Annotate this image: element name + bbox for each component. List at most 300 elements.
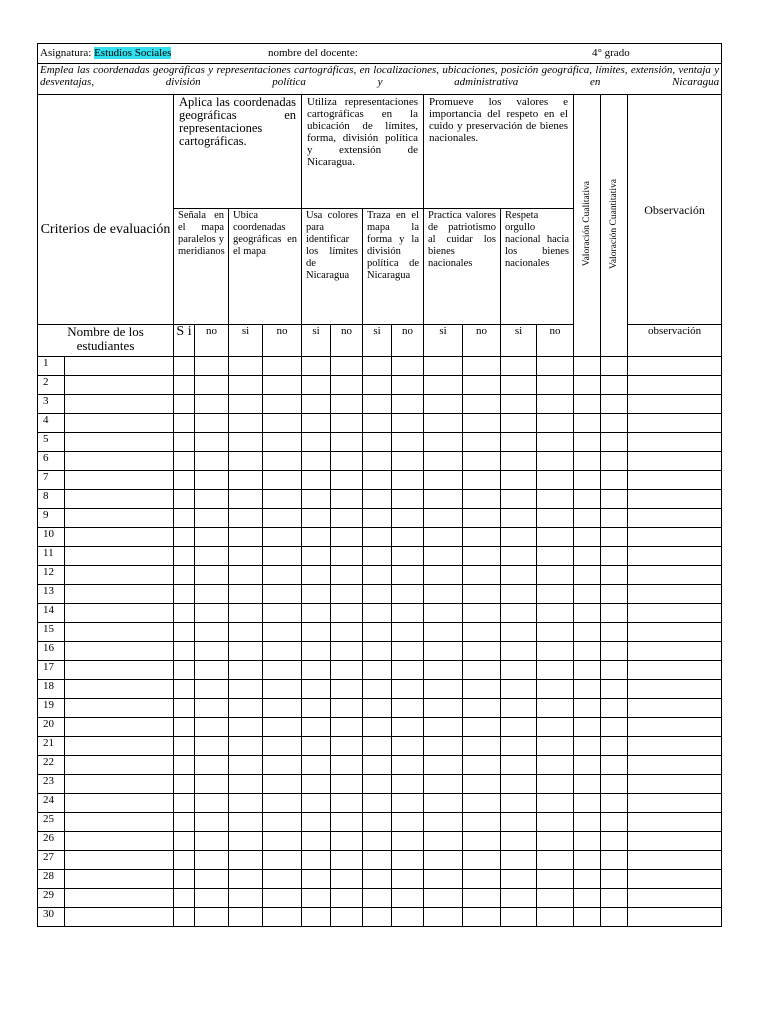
grade-cell[interactable] <box>302 699 331 718</box>
grade-cell[interactable] <box>195 452 229 471</box>
grade-cell[interactable] <box>501 661 537 680</box>
grade-cell[interactable] <box>501 395 537 414</box>
observacion-cell[interactable] <box>628 490 722 509</box>
grade-cell[interactable] <box>263 889 302 908</box>
grade-cell[interactable] <box>229 376 263 395</box>
grade-cell[interactable] <box>537 889 574 908</box>
grade-cell[interactable] <box>263 870 302 889</box>
grade-cell[interactable] <box>302 775 331 794</box>
student-name-cell[interactable] <box>65 775 174 794</box>
grade-cell[interactable] <box>601 509 628 528</box>
grade-cell[interactable] <box>463 908 501 927</box>
grade-cell[interactable] <box>195 433 229 452</box>
grade-cell[interactable] <box>501 585 537 604</box>
grade-cell[interactable] <box>574 452 601 471</box>
grade-cell[interactable] <box>392 490 424 509</box>
grade-cell[interactable] <box>601 395 628 414</box>
grade-cell[interactable] <box>601 908 628 927</box>
grade-cell[interactable] <box>392 775 424 794</box>
grade-cell[interactable] <box>174 414 195 433</box>
grade-cell[interactable] <box>501 433 537 452</box>
grade-cell[interactable] <box>424 566 463 585</box>
observacion-cell[interactable] <box>628 566 722 585</box>
grade-cell[interactable] <box>229 414 263 433</box>
grade-cell[interactable] <box>463 471 501 490</box>
grade-cell[interactable] <box>174 699 195 718</box>
grade-cell[interactable] <box>537 452 574 471</box>
grade-cell[interactable] <box>537 623 574 642</box>
grade-cell[interactable] <box>574 357 601 376</box>
grade-cell[interactable] <box>424 509 463 528</box>
grade-cell[interactable] <box>229 509 263 528</box>
grade-cell[interactable] <box>195 813 229 832</box>
grade-cell[interactable] <box>392 585 424 604</box>
grade-cell[interactable] <box>174 851 195 870</box>
grade-cell[interactable] <box>501 357 537 376</box>
grade-cell[interactable] <box>263 490 302 509</box>
grade-cell[interactable] <box>574 395 601 414</box>
grade-cell[interactable] <box>263 832 302 851</box>
observacion-cell[interactable] <box>628 604 722 623</box>
grade-cell[interactable] <box>574 528 601 547</box>
grade-cell[interactable] <box>302 870 331 889</box>
grade-cell[interactable] <box>302 585 331 604</box>
grade-cell[interactable] <box>501 490 537 509</box>
grade-cell[interactable] <box>331 680 363 699</box>
grade-cell[interactable] <box>501 680 537 699</box>
grade-cell[interactable] <box>424 813 463 832</box>
grade-cell[interactable] <box>331 794 363 813</box>
grade-cell[interactable] <box>229 490 263 509</box>
grade-cell[interactable] <box>424 851 463 870</box>
grade-cell[interactable] <box>537 794 574 813</box>
grade-cell[interactable] <box>463 737 501 756</box>
grade-cell[interactable] <box>174 870 195 889</box>
grade-cell[interactable] <box>537 433 574 452</box>
grade-cell[interactable] <box>363 661 392 680</box>
grade-cell[interactable] <box>229 623 263 642</box>
grade-cell[interactable] <box>392 471 424 490</box>
grade-cell[interactable] <box>363 452 392 471</box>
student-name-cell[interactable] <box>65 414 174 433</box>
grade-cell[interactable] <box>174 395 195 414</box>
grade-cell[interactable] <box>302 566 331 585</box>
grade-cell[interactable] <box>537 699 574 718</box>
grade-cell[interactable] <box>463 718 501 737</box>
grade-cell[interactable] <box>331 490 363 509</box>
grade-cell[interactable] <box>331 642 363 661</box>
grade-cell[interactable] <box>601 870 628 889</box>
grade-cell[interactable] <box>501 623 537 642</box>
grade-cell[interactable] <box>331 585 363 604</box>
grade-cell[interactable] <box>601 794 628 813</box>
grade-cell[interactable] <box>463 680 501 699</box>
grade-cell[interactable] <box>574 718 601 737</box>
grade-cell[interactable] <box>574 699 601 718</box>
grade-cell[interactable] <box>601 585 628 604</box>
grade-cell[interactable] <box>363 395 392 414</box>
grade-cell[interactable] <box>229 832 263 851</box>
grade-cell[interactable] <box>363 908 392 927</box>
grade-cell[interactable] <box>331 699 363 718</box>
grade-cell[interactable] <box>501 471 537 490</box>
grade-cell[interactable] <box>601 813 628 832</box>
grade-cell[interactable] <box>424 908 463 927</box>
grade-cell[interactable] <box>392 433 424 452</box>
grade-cell[interactable] <box>195 376 229 395</box>
grade-cell[interactable] <box>229 813 263 832</box>
grade-cell[interactable] <box>263 661 302 680</box>
grade-cell[interactable] <box>195 908 229 927</box>
grade-cell[interactable] <box>195 395 229 414</box>
grade-cell[interactable] <box>263 471 302 490</box>
grade-cell[interactable] <box>263 680 302 699</box>
grade-cell[interactable] <box>537 813 574 832</box>
grade-cell[interactable] <box>601 490 628 509</box>
grade-cell[interactable] <box>537 547 574 566</box>
grade-cell[interactable] <box>302 376 331 395</box>
grade-cell[interactable] <box>195 870 229 889</box>
grade-cell[interactable] <box>195 490 229 509</box>
observacion-cell[interactable] <box>628 775 722 794</box>
grade-cell[interactable] <box>424 433 463 452</box>
grade-cell[interactable] <box>574 756 601 775</box>
grade-cell[interactable] <box>174 718 195 737</box>
grade-cell[interactable] <box>501 870 537 889</box>
grade-cell[interactable] <box>424 832 463 851</box>
grade-cell[interactable] <box>501 604 537 623</box>
grade-cell[interactable] <box>392 414 424 433</box>
grade-cell[interactable] <box>501 528 537 547</box>
grade-cell[interactable] <box>537 908 574 927</box>
grade-cell[interactable] <box>363 509 392 528</box>
grade-cell[interactable] <box>463 699 501 718</box>
student-name-cell[interactable] <box>65 604 174 623</box>
grade-cell[interactable] <box>424 414 463 433</box>
grade-cell[interactable] <box>392 699 424 718</box>
grade-cell[interactable] <box>174 357 195 376</box>
grade-cell[interactable] <box>195 528 229 547</box>
grade-cell[interactable] <box>537 680 574 699</box>
grade-cell[interactable] <box>229 642 263 661</box>
grade-cell[interactable] <box>501 737 537 756</box>
grade-cell[interactable] <box>229 395 263 414</box>
grade-cell[interactable] <box>331 414 363 433</box>
observacion-cell[interactable] <box>628 642 722 661</box>
grade-cell[interactable] <box>574 433 601 452</box>
grade-cell[interactable] <box>501 452 537 471</box>
grade-cell[interactable] <box>363 376 392 395</box>
student-name-cell[interactable] <box>65 357 174 376</box>
grade-cell[interactable] <box>463 661 501 680</box>
grade-cell[interactable] <box>174 737 195 756</box>
grade-cell[interactable] <box>263 775 302 794</box>
grade-cell[interactable] <box>463 376 501 395</box>
grade-cell[interactable] <box>392 547 424 566</box>
grade-cell[interactable] <box>195 756 229 775</box>
grade-cell[interactable] <box>501 908 537 927</box>
grade-cell[interactable] <box>463 566 501 585</box>
grade-cell[interactable] <box>601 623 628 642</box>
student-name-cell[interactable] <box>65 889 174 908</box>
grade-cell[interactable] <box>174 528 195 547</box>
grade-cell[interactable] <box>331 509 363 528</box>
grade-cell[interactable] <box>601 452 628 471</box>
student-name-cell[interactable] <box>65 528 174 547</box>
grade-cell[interactable] <box>174 775 195 794</box>
grade-cell[interactable] <box>331 756 363 775</box>
grade-cell[interactable] <box>601 889 628 908</box>
grade-cell[interactable] <box>363 851 392 870</box>
grade-cell[interactable] <box>229 756 263 775</box>
grade-cell[interactable] <box>174 509 195 528</box>
grade-cell[interactable] <box>463 433 501 452</box>
grade-cell[interactable] <box>195 509 229 528</box>
grade-cell[interactable] <box>174 604 195 623</box>
grade-cell[interactable] <box>174 756 195 775</box>
student-name-cell[interactable] <box>65 585 174 604</box>
observacion-cell[interactable] <box>628 718 722 737</box>
student-name-cell[interactable] <box>65 433 174 452</box>
grade-cell[interactable] <box>601 661 628 680</box>
grade-cell[interactable] <box>463 528 501 547</box>
grade-cell[interactable] <box>195 661 229 680</box>
observacion-cell[interactable] <box>628 851 722 870</box>
grade-cell[interactable] <box>574 566 601 585</box>
grade-cell[interactable] <box>392 908 424 927</box>
grade-cell[interactable] <box>195 585 229 604</box>
grade-cell[interactable] <box>363 813 392 832</box>
grade-cell[interactable] <box>501 794 537 813</box>
grade-cell[interactable] <box>302 908 331 927</box>
observacion-cell[interactable] <box>628 414 722 433</box>
student-name-cell[interactable] <box>65 794 174 813</box>
grade-cell[interactable] <box>501 718 537 737</box>
grade-cell[interactable] <box>363 889 392 908</box>
grade-cell[interactable] <box>601 566 628 585</box>
grade-cell[interactable] <box>537 376 574 395</box>
grade-cell[interactable] <box>331 813 363 832</box>
grade-cell[interactable] <box>302 718 331 737</box>
student-name-cell[interactable] <box>65 680 174 699</box>
grade-cell[interactable] <box>229 547 263 566</box>
grade-cell[interactable] <box>392 623 424 642</box>
grade-cell[interactable] <box>174 661 195 680</box>
grade-cell[interactable] <box>574 889 601 908</box>
grade-cell[interactable] <box>263 452 302 471</box>
grade-cell[interactable] <box>463 604 501 623</box>
grade-cell[interactable] <box>195 699 229 718</box>
grade-cell[interactable] <box>537 775 574 794</box>
grade-cell[interactable] <box>229 737 263 756</box>
grade-cell[interactable] <box>424 490 463 509</box>
observacion-cell[interactable] <box>628 395 722 414</box>
grade-cell[interactable] <box>501 775 537 794</box>
grade-cell[interactable] <box>263 623 302 642</box>
student-name-cell[interactable] <box>65 851 174 870</box>
observacion-cell[interactable] <box>628 889 722 908</box>
grade-cell[interactable] <box>463 585 501 604</box>
grade-cell[interactable] <box>363 604 392 623</box>
grade-cell[interactable] <box>302 547 331 566</box>
grade-cell[interactable] <box>424 357 463 376</box>
grade-cell[interactable] <box>331 357 363 376</box>
student-name-cell[interactable] <box>65 737 174 756</box>
grade-cell[interactable] <box>501 756 537 775</box>
grade-cell[interactable] <box>601 471 628 490</box>
grade-cell[interactable] <box>537 414 574 433</box>
grade-cell[interactable] <box>363 471 392 490</box>
grade-cell[interactable] <box>363 775 392 794</box>
grade-cell[interactable] <box>302 414 331 433</box>
student-name-cell[interactable] <box>65 718 174 737</box>
grade-cell[interactable] <box>263 604 302 623</box>
grade-cell[interactable] <box>302 357 331 376</box>
grade-cell[interactable] <box>574 509 601 528</box>
grade-cell[interactable] <box>229 661 263 680</box>
grade-cell[interactable] <box>363 623 392 642</box>
grade-cell[interactable] <box>501 699 537 718</box>
grade-cell[interactable] <box>537 832 574 851</box>
student-name-cell[interactable] <box>65 509 174 528</box>
grade-cell[interactable] <box>463 414 501 433</box>
grade-cell[interactable] <box>331 870 363 889</box>
grade-cell[interactable] <box>174 376 195 395</box>
grade-cell[interactable] <box>463 794 501 813</box>
observacion-cell[interactable] <box>628 870 722 889</box>
grade-cell[interactable] <box>195 414 229 433</box>
grade-cell[interactable] <box>302 395 331 414</box>
student-name-cell[interactable] <box>65 471 174 490</box>
observacion-cell[interactable] <box>628 357 722 376</box>
grade-cell[interactable] <box>302 471 331 490</box>
student-name-cell[interactable] <box>65 832 174 851</box>
grade-cell[interactable] <box>537 737 574 756</box>
grade-cell[interactable] <box>392 870 424 889</box>
grade-cell[interactable] <box>392 718 424 737</box>
grade-cell[interactable] <box>501 547 537 566</box>
observacion-cell[interactable] <box>628 585 722 604</box>
grade-cell[interactable] <box>195 851 229 870</box>
grade-cell[interactable] <box>363 870 392 889</box>
grade-cell[interactable] <box>302 490 331 509</box>
student-name-cell[interactable] <box>65 908 174 927</box>
grade-cell[interactable] <box>574 908 601 927</box>
grade-cell[interactable] <box>424 642 463 661</box>
grade-cell[interactable] <box>501 642 537 661</box>
grade-cell[interactable] <box>537 509 574 528</box>
grade-cell[interactable] <box>501 509 537 528</box>
grade-cell[interactable] <box>463 490 501 509</box>
grade-cell[interactable] <box>501 813 537 832</box>
grade-cell[interactable] <box>229 794 263 813</box>
grade-cell[interactable] <box>537 357 574 376</box>
grade-cell[interactable] <box>392 813 424 832</box>
grade-cell[interactable] <box>424 680 463 699</box>
grade-cell[interactable] <box>331 471 363 490</box>
observacion-cell[interactable] <box>628 376 722 395</box>
observacion-cell[interactable] <box>628 623 722 642</box>
grade-cell[interactable] <box>601 775 628 794</box>
grade-cell[interactable] <box>424 585 463 604</box>
grade-cell[interactable] <box>195 357 229 376</box>
grade-cell[interactable] <box>263 395 302 414</box>
grade-cell[interactable] <box>463 756 501 775</box>
grade-cell[interactable] <box>574 471 601 490</box>
observacion-cell[interactable] <box>628 756 722 775</box>
grade-cell[interactable] <box>195 737 229 756</box>
grade-cell[interactable] <box>263 718 302 737</box>
grade-cell[interactable] <box>174 490 195 509</box>
student-name-cell[interactable] <box>65 870 174 889</box>
grade-cell[interactable] <box>463 870 501 889</box>
grade-cell[interactable] <box>574 490 601 509</box>
grade-cell[interactable] <box>331 623 363 642</box>
grade-cell[interactable] <box>501 566 537 585</box>
grade-cell[interactable] <box>424 471 463 490</box>
observacion-cell[interactable] <box>628 699 722 718</box>
observacion-cell[interactable] <box>628 832 722 851</box>
grade-cell[interactable] <box>331 376 363 395</box>
grade-cell[interactable] <box>174 433 195 452</box>
grade-cell[interactable] <box>537 851 574 870</box>
grade-cell[interactable] <box>195 889 229 908</box>
grade-cell[interactable] <box>195 547 229 566</box>
grade-cell[interactable] <box>574 813 601 832</box>
grade-cell[interactable] <box>392 452 424 471</box>
grade-cell[interactable] <box>424 794 463 813</box>
grade-cell[interactable] <box>331 528 363 547</box>
grade-cell[interactable] <box>601 832 628 851</box>
grade-cell[interactable] <box>424 718 463 737</box>
observacion-cell[interactable] <box>628 680 722 699</box>
grade-cell[interactable] <box>392 832 424 851</box>
grade-cell[interactable] <box>601 737 628 756</box>
grade-cell[interactable] <box>302 604 331 623</box>
grade-cell[interactable] <box>331 737 363 756</box>
grade-cell[interactable] <box>392 661 424 680</box>
observacion-cell[interactable] <box>628 813 722 832</box>
grade-cell[interactable] <box>392 509 424 528</box>
grade-cell[interactable] <box>392 756 424 775</box>
grade-cell[interactable] <box>363 357 392 376</box>
grade-cell[interactable] <box>263 699 302 718</box>
grade-cell[interactable] <box>229 889 263 908</box>
grade-cell[interactable] <box>229 851 263 870</box>
grade-cell[interactable] <box>174 680 195 699</box>
observacion-cell[interactable] <box>628 433 722 452</box>
grade-cell[interactable] <box>363 433 392 452</box>
grade-cell[interactable] <box>331 566 363 585</box>
grade-cell[interactable] <box>195 718 229 737</box>
grade-cell[interactable] <box>331 433 363 452</box>
grade-cell[interactable] <box>195 680 229 699</box>
grade-cell[interactable] <box>424 623 463 642</box>
grade-cell[interactable] <box>537 471 574 490</box>
grade-cell[interactable] <box>229 718 263 737</box>
grade-cell[interactable] <box>537 566 574 585</box>
grade-cell[interactable] <box>363 718 392 737</box>
grade-cell[interactable] <box>331 851 363 870</box>
grade-cell[interactable] <box>501 832 537 851</box>
observacion-cell[interactable] <box>628 737 722 756</box>
grade-cell[interactable] <box>302 452 331 471</box>
grade-cell[interactable] <box>424 604 463 623</box>
grade-cell[interactable] <box>174 794 195 813</box>
grade-cell[interactable] <box>195 794 229 813</box>
grade-cell[interactable] <box>229 471 263 490</box>
grade-cell[interactable] <box>392 395 424 414</box>
